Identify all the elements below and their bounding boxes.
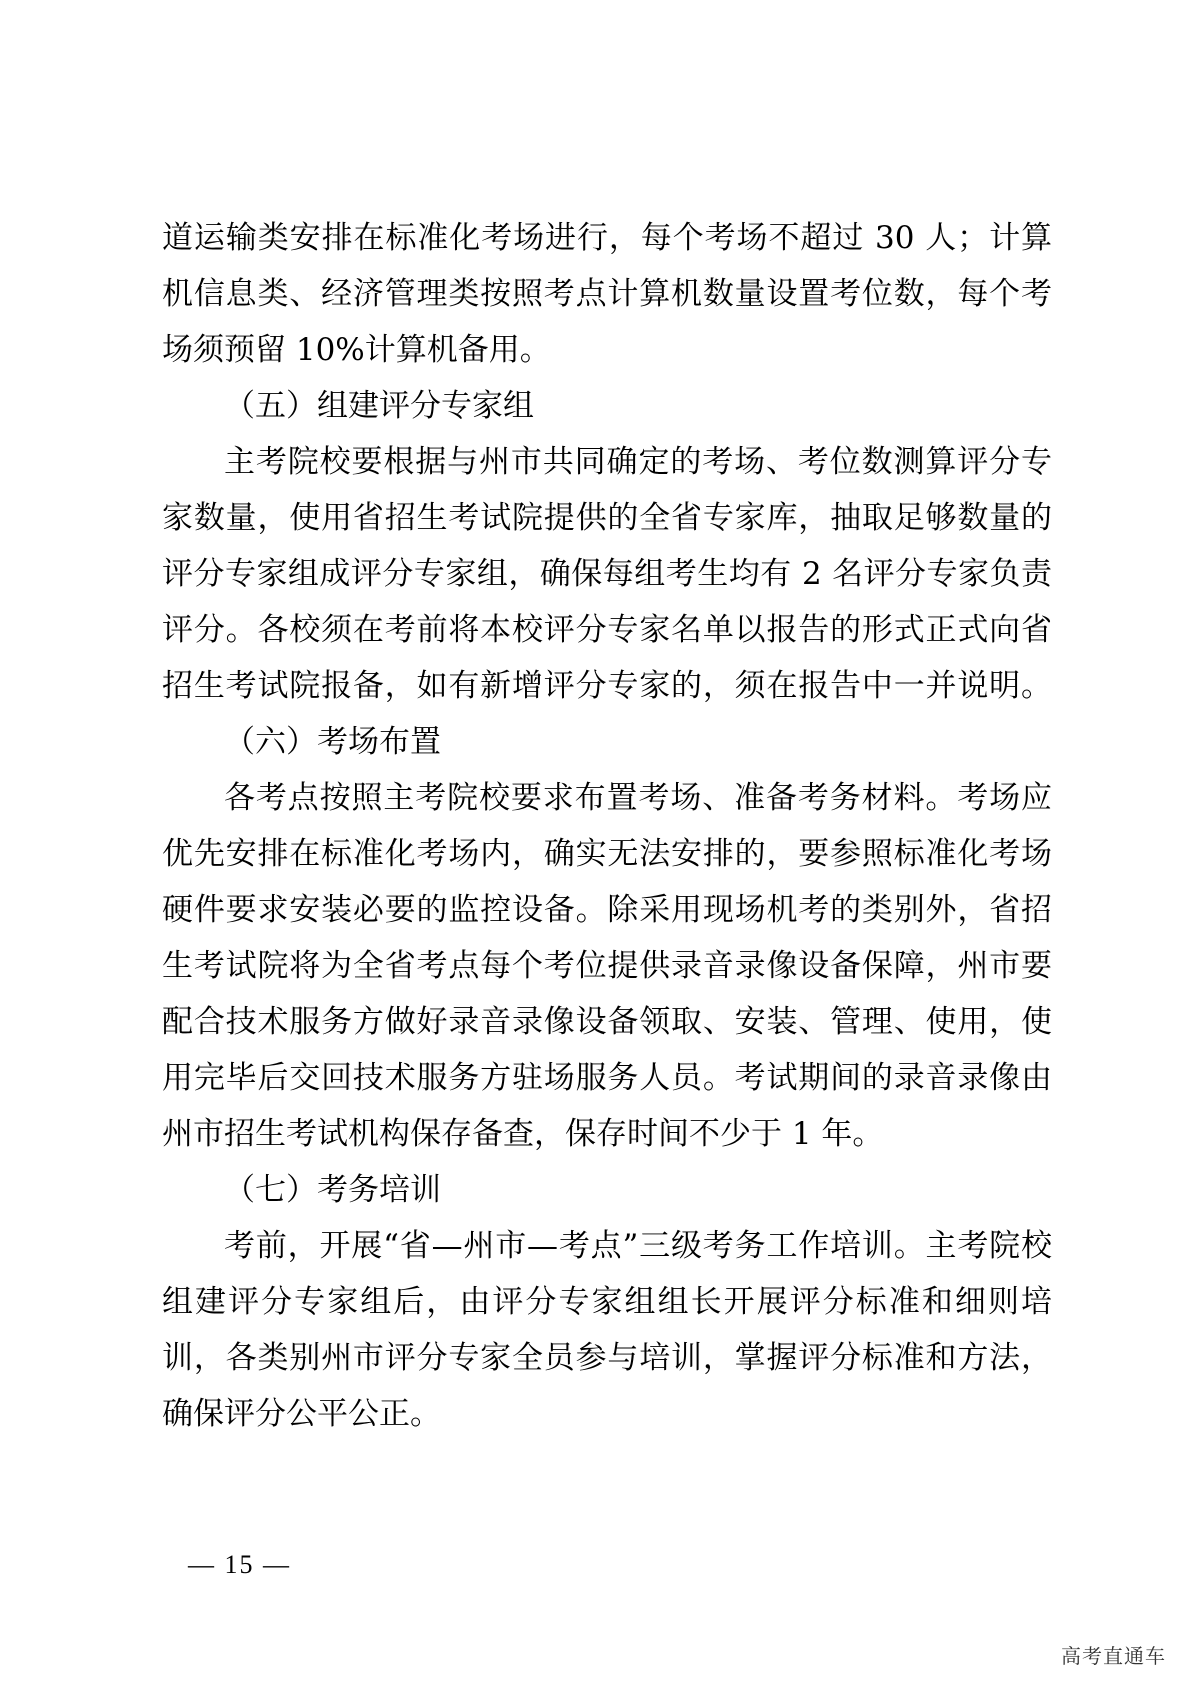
paragraph-line: 家数量，使用省招生考试院提供的全省专家库，抽取足够数量的 [162,500,1052,536]
paragraph-line: 主考院校要根据与州市共同确定的考场、考位数测算评分专 [224,444,1052,480]
paragraph-line: 考前，开展“省—州市—考点”三级考务工作培训。主考院校 [224,1228,1052,1264]
paragraph-line: 优先安排在标准化考场内，确实无法安排的，要参照标准化考场 [162,836,1052,872]
paragraph-line: 评分专家组成评分专家组，确保每组考生均有 2 名评分专家负责 [162,556,1052,592]
watermark-text: 高考直通车 [1061,1644,1166,1668]
paragraph-line: 机信息类、经济管理类按照考点计算机数量设置考位数，每个考 [162,276,1052,312]
section-heading-7: （七）考务培训 [224,1172,441,1208]
paragraph-line: 用完毕后交回技术服务方驻场服务人员。考试期间的录音录像由 [162,1060,1052,1096]
paragraph-line: 场须预留 10%计算机备用。 [162,332,551,368]
paragraph-line: 确保评分公平公正。 [162,1396,441,1432]
paragraph-line: 道运输类安排在标准化考场进行，每个考场不超过 30 人；计算 [162,220,1052,256]
paragraph-line: 州市招生考试机构保存备查，保存时间不少于 1 年。 [162,1116,884,1152]
paragraph-line: 评分。各校须在考前将本校评分专家名单以报告的形式正式向省 [162,612,1052,648]
paragraph-line: 组建评分专家组后，由评分专家组组长开展评分标准和细则培 [162,1284,1052,1320]
paragraph-line: 硬件要求安装必要的监控设备。除采用现场机考的类别外，省招 [162,892,1052,928]
paragraph-line: 招生考试院报备，如有新增评分专家的，须在报告中一并说明。 [162,668,1052,704]
paragraph-line: 各考点按照主考院校要求布置考场、准备考务材料。考场应 [224,780,1052,816]
paragraph-line: 配合技术服务方做好录音录像设备领取、安装、管理、使用，使 [162,1004,1052,1040]
page-number: — 15 — [188,1550,291,1579]
paragraph-line: 生考试院将为全省考点每个考位提供录音录像设备保障，州市要 [162,948,1052,984]
paragraph-line: 训，各类别州市评分专家全员参与培训，掌握评分标准和方法， [162,1340,1052,1376]
section-heading-6: （六）考场布置 [224,724,441,760]
section-heading-5: （五）组建评分专家组 [224,388,534,424]
